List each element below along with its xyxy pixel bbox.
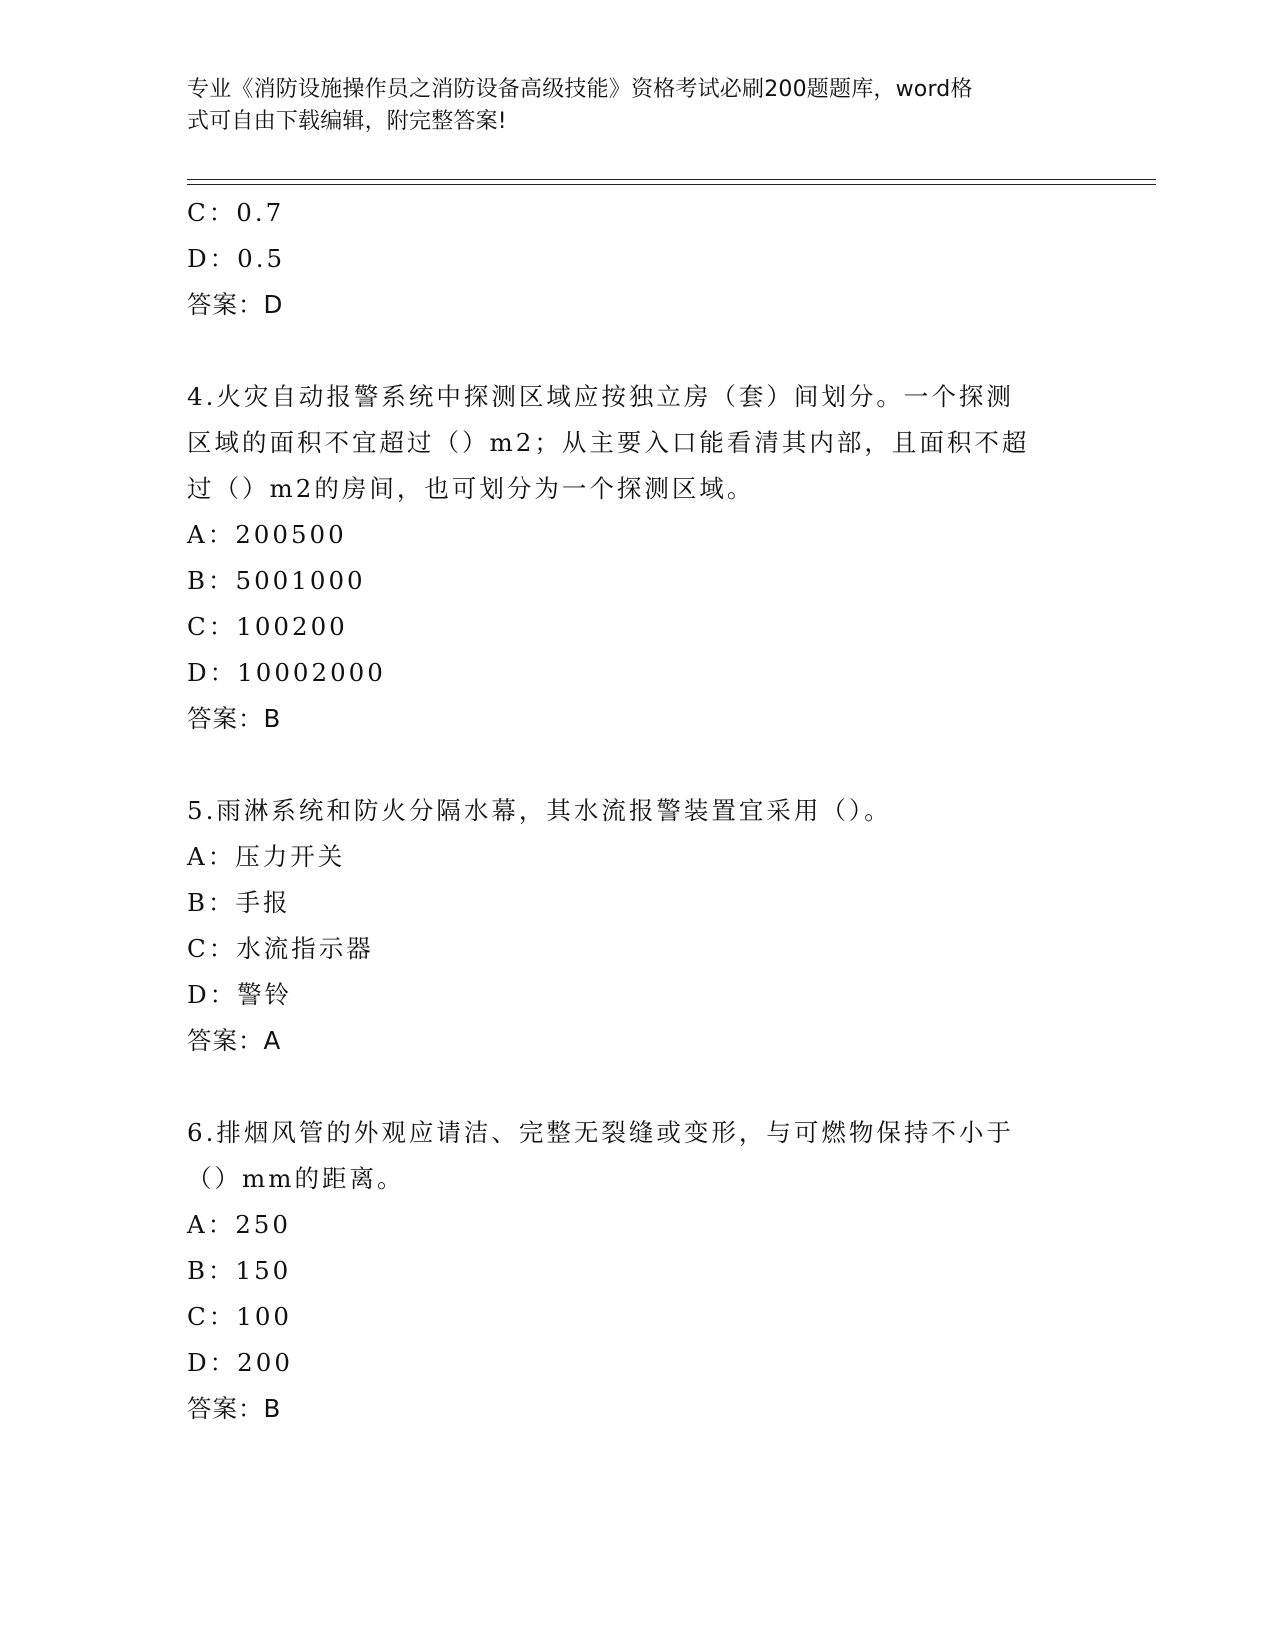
spacer [187, 1064, 1087, 1110]
option-a: A：压力开关 [187, 842, 346, 871]
question-6 [187, 1110, 1087, 1432]
option-b: B：5001000 [187, 566, 366, 595]
header-line-1: 专业《消防设施操作员之消防设备高级技能》资格考试必刷200题题库，word格 [187, 77, 973, 102]
answer-line: 答案：D [187, 290, 284, 319]
option-d: D：10002000 [187, 658, 386, 687]
question-4 [187, 374, 1087, 742]
question-5 [187, 788, 1087, 1064]
header-rule-top [187, 179, 1156, 180]
answer-line: 答案：A [187, 1026, 282, 1055]
header-line-2: 式可自由下载编辑，附完整答案! [187, 109, 507, 134]
option-c: C：100200 [187, 612, 348, 641]
option-c: C：0.7 [187, 198, 285, 227]
option-c: C：100 [187, 1302, 293, 1331]
spacer [187, 328, 1087, 374]
answer-line: 答案：B [187, 1394, 282, 1423]
document-header [187, 74, 1077, 138]
question-stem-line: 5.雨淋系统和防火分隔水幕，其水流报警装置宜采用（）。 [187, 796, 892, 825]
option-d: D：200 [187, 1348, 293, 1377]
question-stem-line: 6.排烟风管的外观应请洁、完整无裂缝或变形，与可燃物保持不小于 [187, 1118, 1014, 1147]
question-stem-line: （）mm的距离。 [187, 1164, 405, 1193]
answer-line: 答案：B [187, 704, 282, 733]
question-3-tail [187, 190, 1087, 328]
option-b: B：150 [187, 1256, 292, 1285]
question-stem-line: 区域的面积不宜超过（）m2；从主要入口能看清其内部，且面积不超 [187, 428, 1030, 457]
question-stem-line: 4.火灾自动报警系统中探测区域应按独立房（套）间划分。一个探测 [187, 382, 1014, 411]
option-a: A：250 [187, 1210, 291, 1239]
spacer [187, 742, 1087, 788]
option-d: D：警铃 [187, 980, 293, 1009]
header-rule-bottom [187, 184, 1156, 185]
question-stem-line: 过（）m2的房间，也可划分为一个探测区域。 [187, 474, 755, 503]
option-b: B：手报 [187, 888, 291, 917]
option-a: A：200500 [187, 520, 347, 549]
option-c: C：水流指示器 [187, 934, 374, 963]
option-d: D：0.5 [187, 244, 286, 273]
question-list [187, 190, 1087, 1432]
